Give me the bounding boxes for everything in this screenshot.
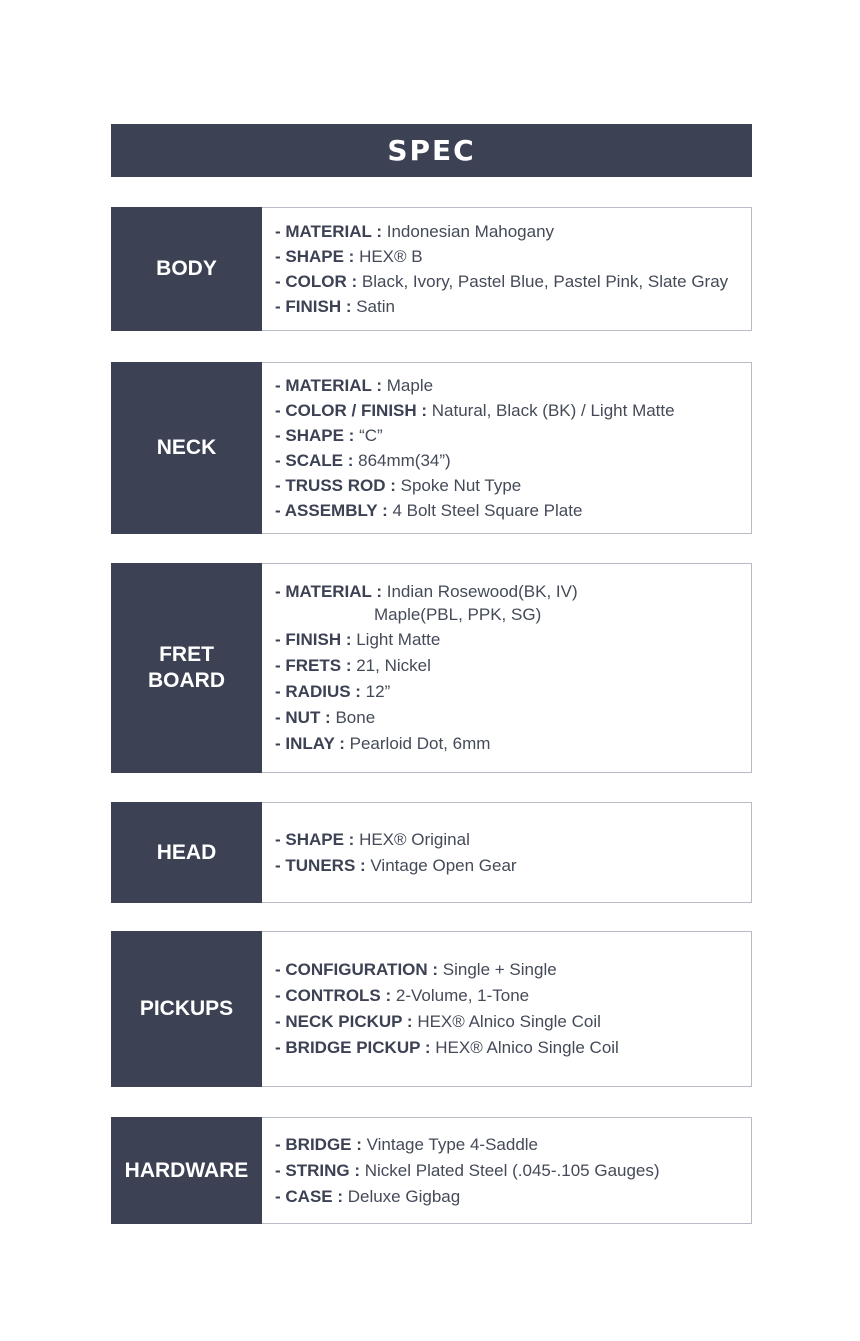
spec-title: SPEC [387, 134, 476, 167]
spec-key: - BRIDGE : [275, 1134, 362, 1154]
section-label-body: BODY [111, 207, 262, 331]
spec-key: - MATERIAL : [275, 376, 383, 395]
spec-row [275, 827, 751, 853]
spec-key: - COLOR / FINISH : [275, 401, 428, 420]
spec-value: 2-Volume, 1-Tone [391, 986, 530, 1005]
spec-key: - COLOR : [275, 272, 358, 291]
spec-row [275, 473, 751, 498]
spec-section-hardware [111, 1117, 752, 1224]
spec-key: - FRETS : [275, 656, 352, 675]
spec-value: Vintage Type 4-Saddle [361, 1134, 539, 1154]
spec-row [275, 269, 751, 294]
spec-key: - TRUSS ROD : [275, 476, 396, 495]
spec-key: - CONFIGURATION : [275, 960, 439, 979]
spec-row [275, 294, 751, 319]
spec-value: Black, Ivory, Pastel Blue, Pastel Pink, Slate Gray [357, 272, 729, 291]
spec-value: Maple [382, 376, 434, 395]
spec-section-body [111, 207, 752, 331]
spec-value: 4 Bolt Steel Square Plate [387, 501, 583, 520]
section-content-hardware [262, 1117, 752, 1224]
spec-row [275, 219, 751, 244]
spec-row [275, 1158, 751, 1184]
spec-section-head [111, 802, 752, 903]
spec-key: - CASE : [275, 1186, 343, 1206]
spec-row [275, 398, 751, 423]
section-label-fretboard [111, 563, 262, 773]
spec-row [275, 1132, 751, 1158]
section-content-neck [262, 362, 752, 534]
spec-key: - TUNERS : [275, 855, 366, 875]
spec-value: Single + Single [438, 960, 557, 979]
spec-value: HEX® B [354, 247, 423, 266]
spec-key: - ASSEMBLY : [275, 501, 388, 520]
spec-section-fretboard [111, 563, 752, 773]
spec-value: Spoke Nut Type [395, 476, 522, 495]
spec-value: Light Matte [351, 630, 441, 649]
spec-key: - BRIDGE PICKUP : [275, 1038, 431, 1057]
spec-value: HEX® Alnico Single Coil [430, 1038, 619, 1057]
spec-row [275, 653, 751, 678]
spec-row [275, 1184, 751, 1210]
spec-row [275, 580, 751, 603]
spec-section-pickups [111, 931, 752, 1087]
spec-section-neck [111, 362, 752, 534]
section-content-fretboard [262, 563, 752, 773]
spec-value: 864mm(34”) [353, 451, 451, 470]
spec-value: 21, Nickel [351, 656, 431, 675]
spec-row [275, 244, 751, 269]
spec-row [275, 983, 751, 1009]
spec-key: - MATERIAL : [275, 222, 383, 241]
spec-row [275, 448, 751, 473]
spec-value: “C” [354, 426, 383, 445]
spec-value: Indonesian Mahogany [382, 222, 555, 241]
spec-value: Deluxe Gigbag [343, 1186, 461, 1206]
spec-row [275, 731, 751, 756]
spec-row [275, 373, 751, 398]
spec-row [275, 1009, 751, 1035]
section-label-line: BOARD [148, 669, 225, 692]
section-label-pickups: PICKUPS [111, 931, 262, 1087]
spec-row [275, 705, 751, 730]
spec-key: - SCALE : [275, 451, 354, 470]
section-label-neck: NECK [111, 362, 262, 534]
spec-key: - INLAY : [275, 734, 345, 753]
spec-key: - SHAPE : [275, 829, 355, 849]
spec-banner [111, 124, 752, 177]
spec-value: Pearloid Dot, 6mm [344, 734, 491, 753]
spec-value: HEX® Original [354, 829, 470, 849]
spec-row-continuation: Maple(PBL, PPK, SG) [374, 605, 542, 624]
section-content-pickups [262, 931, 752, 1087]
spec-value: Bone [330, 708, 376, 727]
spec-value: Satin [351, 297, 395, 316]
spec-key: - NUT : [275, 708, 331, 727]
spec-key: - STRING : [275, 1160, 360, 1180]
spec-row [275, 423, 751, 448]
section-label-line: FRET [159, 643, 214, 666]
spec-row [275, 498, 751, 523]
spec-key: - MATERIAL : [275, 582, 383, 601]
spec-value: Natural, Black (BK) / Light Matte [427, 401, 675, 420]
spec-value: HEX® Alnico Single Coil [412, 1012, 601, 1031]
spec-value: Indian Rosewood(BK, IV) [382, 582, 578, 601]
section-label-hardware: HARDWARE [111, 1117, 262, 1224]
spec-row [275, 679, 751, 704]
section-label-head: HEAD [111, 802, 262, 903]
spec-key: - RADIUS : [275, 682, 361, 701]
spec-key: - CONTROLS : [275, 986, 392, 1005]
section-content-head [262, 802, 752, 903]
spec-value: 12” [360, 682, 391, 701]
spec-key: - FINISH : [275, 297, 352, 316]
spec-value: Vintage Open Gear [365, 855, 517, 875]
spec-key: - NECK PICKUP : [275, 1012, 413, 1031]
spec-row [275, 853, 751, 879]
spec-row [275, 1035, 751, 1061]
spec-key: - SHAPE : [275, 247, 355, 266]
section-content-body [262, 207, 752, 331]
spec-value: Nickel Plated Steel (.045-.105 Gauges) [360, 1160, 660, 1180]
spec-row [275, 627, 751, 652]
spec-key: - FINISH : [275, 630, 352, 649]
spec-key: - SHAPE : [275, 426, 355, 445]
spec-row [275, 957, 751, 983]
